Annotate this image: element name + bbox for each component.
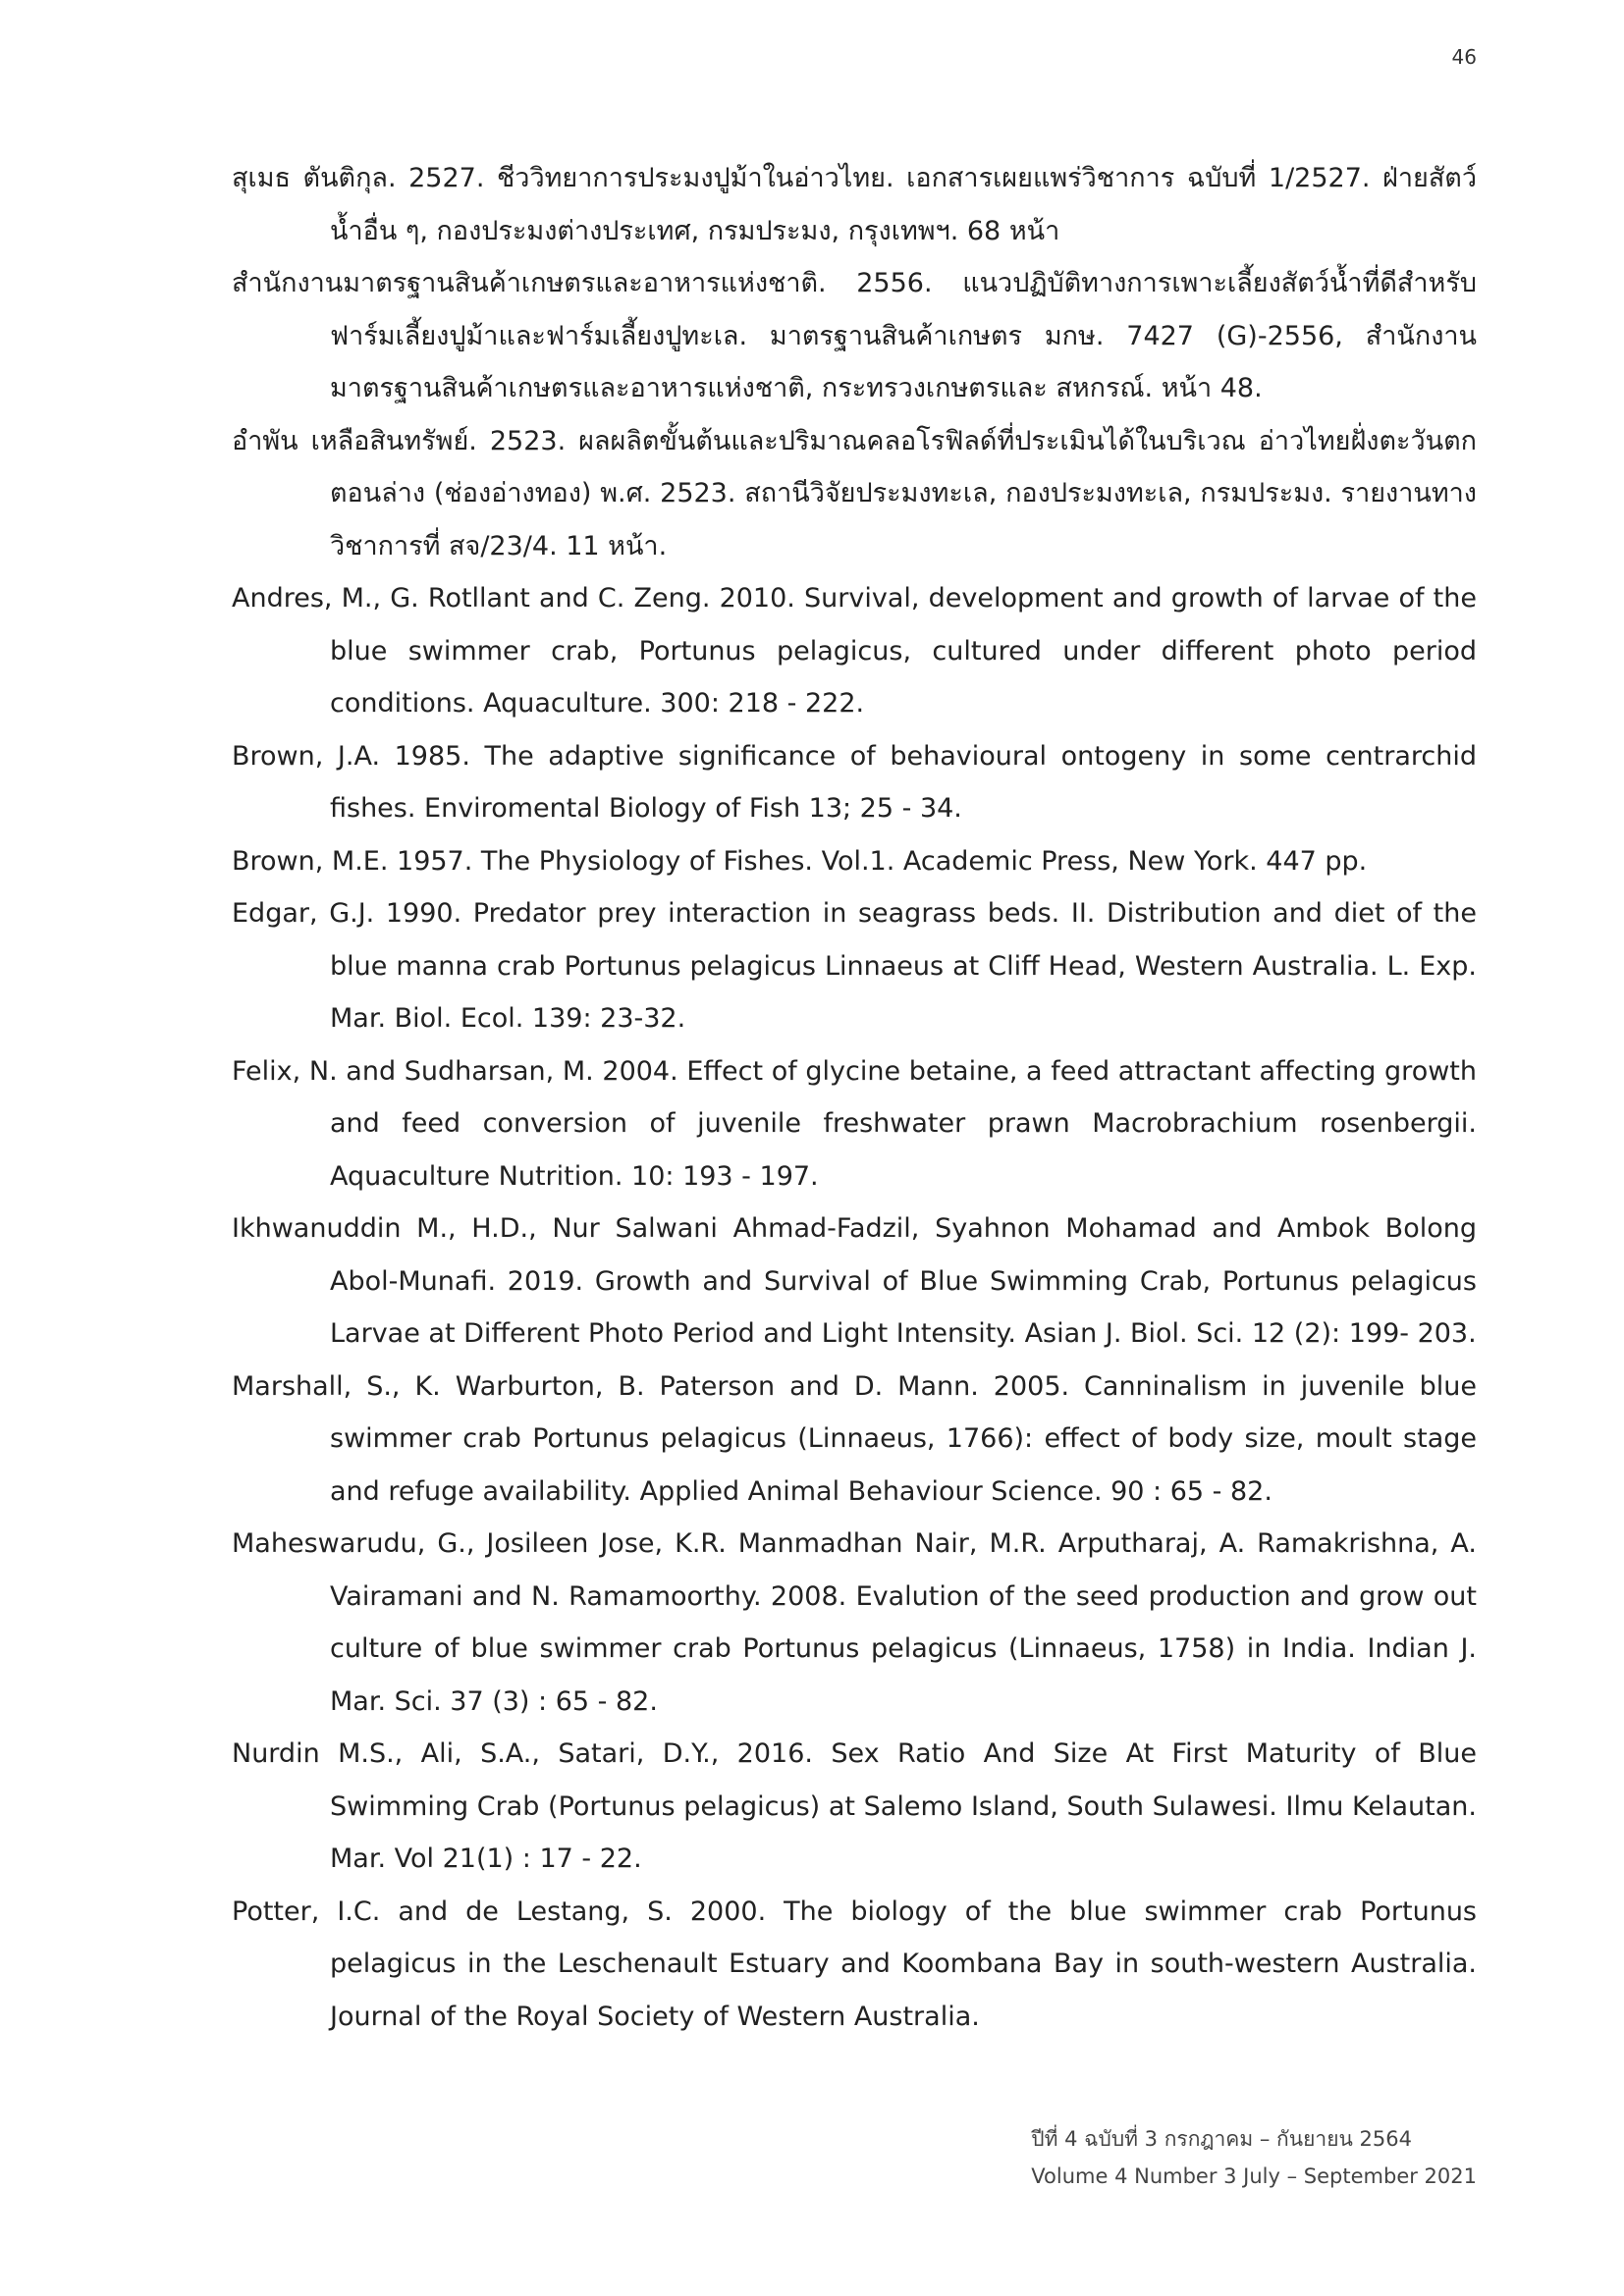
reference-entry: Edgar, G.J. 1990. Predator prey interaction in seagrass beds. II. Distribution and diet of the blue manna crab Portunus pelagicus Linnaeus at Cliff Head, Western Australia. L. Exp. Mar. Biol. Ecol. 139: 23-32. [232, 898, 1477, 1034]
reference-entry: Maheswarudu, G., Josileen Jose, K.R. Manmadhan Nair, M.R. Arputharaj, A. Ramakrishna, A. Vairamani and N. Ramamoorthy. 2008. Evalution of the seed production and grow out culture of blue swimmer crab Portunus pelagicus (Linnaeus, 1758) in India. Indian J. Mar. Sci. 37 (3) : 65 - 82. [232, 1528, 1477, 1717]
reference-entry: Nurdin M.S., Ali, S.A., Satari, D.Y., 2016. Sex Ratio And Size At First Maturity of Blue Swimming Crab (Portunus pelagicus) at Salemo Island, South Sulawesi. Ilmu Kelautan. Mar. Vol 21(1) : 17 - 22. [232, 1738, 1477, 1874]
reference-entry: Brown, J.A. 1985. The adaptive significance of behavioural ontogeny in some centrarchid fishes. Enviromental Biology of Fish 13; 25 - 34. [232, 740, 1477, 824]
reference-entry: สำนักงานมาตรฐานสินค้าเกษตรและอาหารแห่งชาติ. 2556. แนวปฏิบัติทางการเพาะเลี้ยงสัตว์น้ำที่ดีสำหรับฟาร์มเลี้ยงปูม้าและฟาร์มเลี้ยงปูทะเล. มาตรฐานสินค้าเกษตร มกษ. 7427 (G)-2556, สำนักงานมาตรฐานสินค้าเกษตรและอาหารแห่งชาติ, กระทรวงเกษตรและ สหกรณ์. หน้า 48. [232, 268, 1477, 403]
reference-entry: Andres, M., G. Rotllant and C. Zeng. 2010. Survival, development and growth of larvae of the blue swimmer crab, Portunus pelagicus, cultured under different photo period conditions. Aquaculture. 300: 218 - 222. [232, 583, 1477, 719]
reference-list [232, 152, 1477, 2043]
reference-entry: Ikhwanuddin M., H.D., Nur Salwani Ahmad-Fadzil, Syahnon Mohamad and Ambok Bolong Abol-Munafi. 2019. Growth and Survival of Blue Swimming Crab, Portunus pelagicus Larvae at Different Photo Period and Light Intensity. Asian J. Biol. Sci. 12 (2): 199- 203. [232, 1213, 1477, 1349]
reference-entry: Brown, M.E. 1957. The Physiology of Fishes. Vol.1. Academic Press, New York. 447 pp. [232, 845, 1368, 877]
footer-issue-english: Volume 4 Number 3 July – September 2021 [1031, 2164, 1477, 2188]
reference-entry: สุเมธ ตันติกุล. 2527. ชีววิทยาการประมงปูม้าในอ่าวไทย. เอกสารเผยแพร่วิชาการ ฉบับที่ 1/2527. ฝ่ายสัตว์น้ำอื่น ๆ, กองประมงต่างประเทศ, กรมประมง, กรุงเทพฯ. 68 หน้า [232, 163, 1477, 246]
reference-entry: Marshall, S., K. Warburton, B. Paterson and D. Mann. 2005. Canninalism in juvenile blue swimmer crab Portunus pelagicus (Linnaeus, 1766): effect of body size, moult stage and refuge availability. Applied Animal Behaviour Science. 90 : 65 - 82. [232, 1370, 1477, 1507]
page-number: 46 [1451, 45, 1477, 69]
reference-entry: Potter, I.C. and de Lestang, S. 2000. The biology of the blue swimmer crab Portunus pelagicus in the Leschenault Estuary and Koombana Bay in south-western Australia. Journal of the Royal Society of Western Australia. [232, 1896, 1477, 2032]
footer-issue-thai: ปีที่ 4 ฉบับที่ 3 กรกฎาคม – กันยายน 2564 [1031, 2127, 1412, 2151]
reference-entry: Felix, N. and Sudharsan, M. 2004. Effect of glycine betaine, a feed attractant affecting growth and feed conversion of juvenile freshwater prawn Macrobrachium rosenbergii. Aquaculture Nutrition. 10: 193 - 197. [232, 1055, 1477, 1192]
journal-footer [1031, 2120, 1477, 2195]
reference-entry: อำพัน เหลือสินทรัพย์. 2523. ผลผลิตขั้นต้นและปริมาณคลอโรฟิลด์ที่ประเมินได้ในบริเวณ อ่าวไทยฝั่งตะวันตกตอนล่าง (ช่องอ่างทอง) พ.ศ. 2523. สถานีวิจัยประมงทะเล, กองประมงทะเล, กรมประมง. รายงานทางวิชาการที่ สจ/23/4. 11 หน้า. [232, 425, 1477, 561]
